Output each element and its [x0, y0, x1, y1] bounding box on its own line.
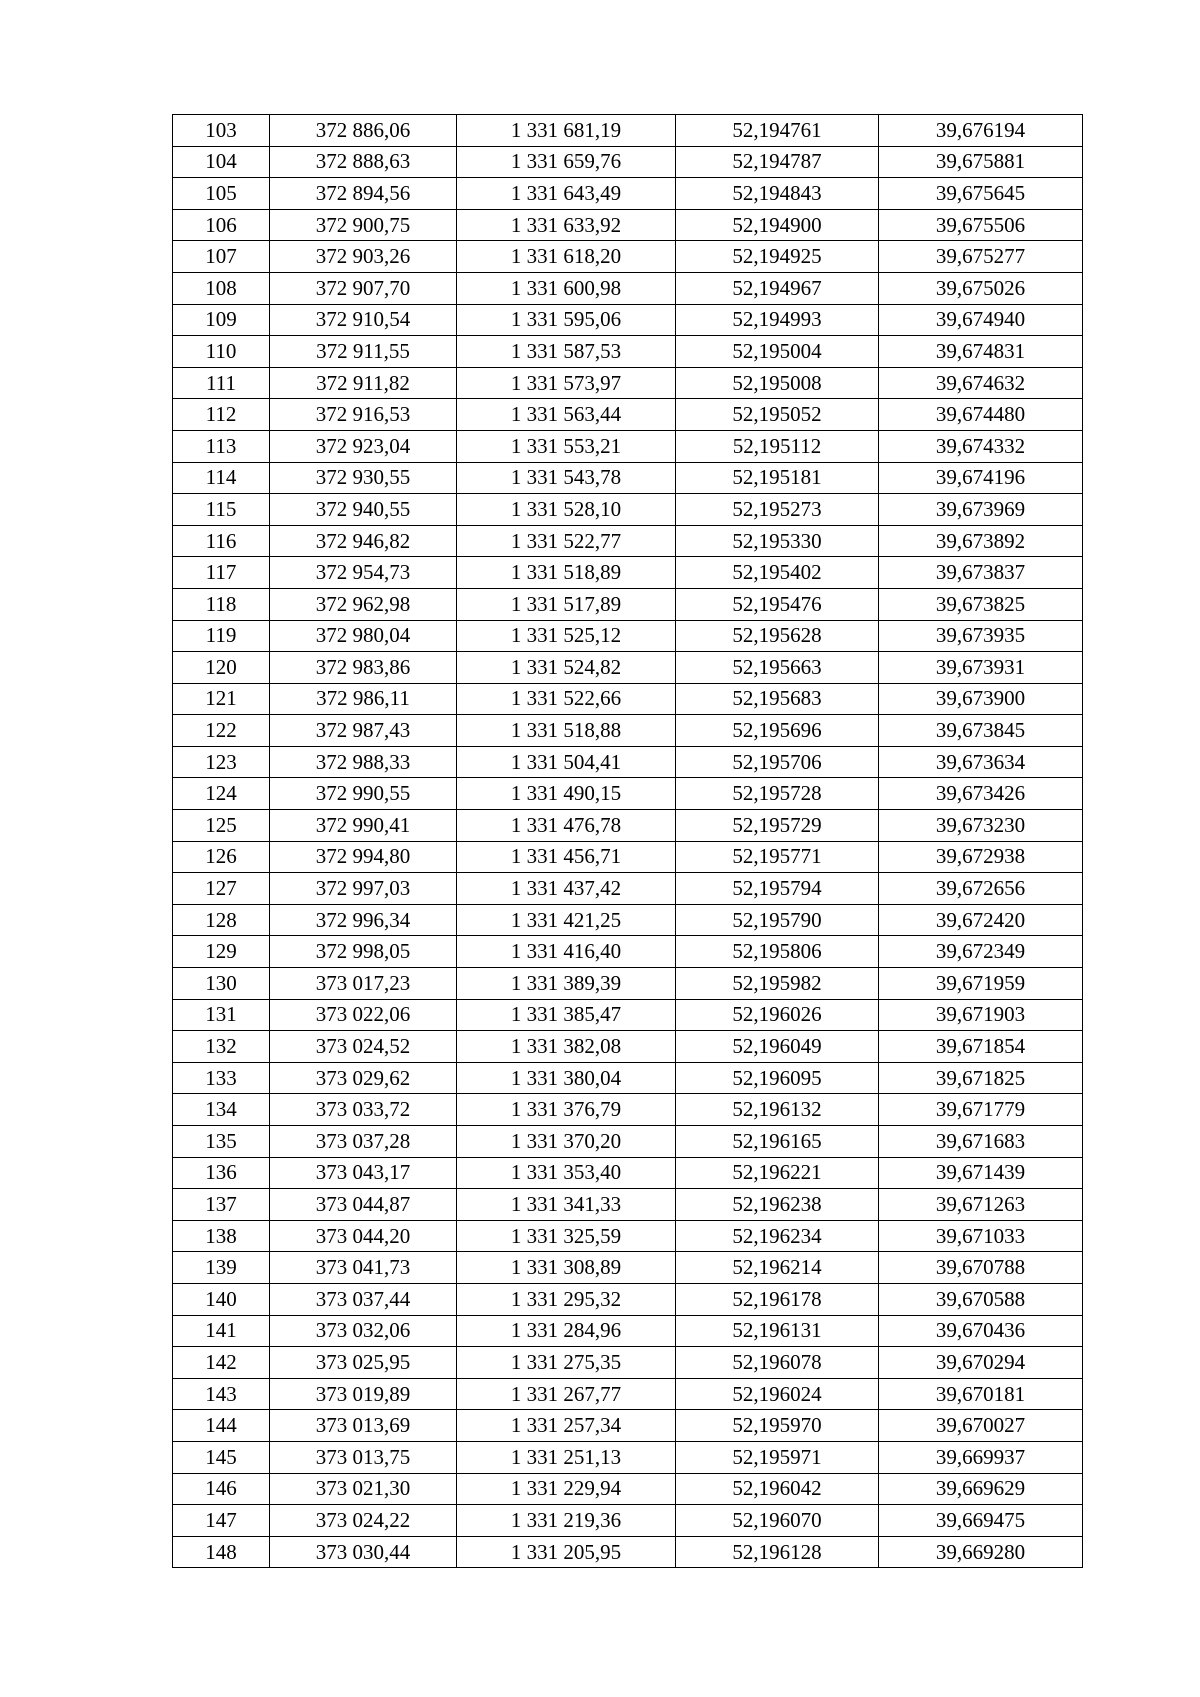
table-row	[173, 1347, 1083, 1379]
y-coordinate-cell: 1 331 517,89	[457, 588, 676, 620]
x-coordinate-cell: 373 030,44	[270, 1536, 457, 1568]
x-coordinate-cell: 372 894,56	[270, 178, 457, 210]
y-coordinate-cell: 1 331 267,77	[457, 1378, 676, 1410]
table-row	[173, 336, 1083, 368]
x-coordinate-cell: 372 888,63	[270, 146, 457, 178]
point-number-cell: 143	[173, 1378, 270, 1410]
x-coordinate-cell: 373 019,89	[270, 1378, 457, 1410]
table-row	[173, 810, 1083, 842]
longitude-cell: 39,671683	[879, 1126, 1083, 1158]
latitude-cell: 52,195112	[676, 430, 879, 462]
point-number-cell: 145	[173, 1441, 270, 1473]
table-row	[173, 178, 1083, 210]
latitude-cell: 52,196132	[676, 1094, 879, 1126]
longitude-cell: 39,671779	[879, 1094, 1083, 1126]
y-coordinate-cell: 1 331 504,41	[457, 746, 676, 778]
table-row	[173, 462, 1083, 494]
y-coordinate-cell: 1 331 382,08	[457, 1031, 676, 1063]
table-row	[173, 999, 1083, 1031]
point-number-cell: 140	[173, 1283, 270, 1315]
y-coordinate-cell: 1 331 421,25	[457, 904, 676, 936]
y-coordinate-cell: 1 331 659,76	[457, 146, 676, 178]
table-row	[173, 1536, 1083, 1568]
latitude-cell: 52,195771	[676, 841, 879, 873]
table-row	[173, 1094, 1083, 1126]
table-row	[173, 715, 1083, 747]
point-number-cell: 122	[173, 715, 270, 747]
y-coordinate-cell: 1 331 205,95	[457, 1536, 676, 1568]
latitude-cell: 52,195402	[676, 557, 879, 589]
table-row	[173, 399, 1083, 431]
latitude-cell: 52,195008	[676, 367, 879, 399]
table-row	[173, 1220, 1083, 1252]
x-coordinate-cell: 373 021,30	[270, 1473, 457, 1505]
x-coordinate-cell: 372 910,54	[270, 304, 457, 336]
latitude-cell: 52,195476	[676, 588, 879, 620]
latitude-cell: 52,196070	[676, 1505, 879, 1537]
table-row	[173, 652, 1083, 684]
point-number-cell: 111	[173, 367, 270, 399]
x-coordinate-cell: 373 029,62	[270, 1062, 457, 1094]
latitude-cell: 52,195683	[676, 683, 879, 715]
point-number-cell: 121	[173, 683, 270, 715]
point-number-cell: 129	[173, 936, 270, 968]
longitude-cell: 39,674940	[879, 304, 1083, 336]
table-row	[173, 936, 1083, 968]
longitude-cell: 39,673634	[879, 746, 1083, 778]
y-coordinate-cell: 1 331 389,39	[457, 968, 676, 1000]
point-number-cell: 104	[173, 146, 270, 178]
table-row	[173, 620, 1083, 652]
longitude-cell: 39,669475	[879, 1505, 1083, 1537]
point-number-cell: 133	[173, 1062, 270, 1094]
y-coordinate-cell: 1 331 341,33	[457, 1189, 676, 1221]
x-coordinate-cell: 373 022,06	[270, 999, 457, 1031]
longitude-cell: 39,674480	[879, 399, 1083, 431]
y-coordinate-cell: 1 331 522,77	[457, 525, 676, 557]
point-number-cell: 127	[173, 873, 270, 905]
table-row	[173, 683, 1083, 715]
longitude-cell: 39,673426	[879, 778, 1083, 810]
y-coordinate-cell: 1 331 456,71	[457, 841, 676, 873]
longitude-cell: 39,673837	[879, 557, 1083, 589]
point-number-cell: 134	[173, 1094, 270, 1126]
table-row	[173, 588, 1083, 620]
x-coordinate-cell: 372 980,04	[270, 620, 457, 652]
latitude-cell: 52,196131	[676, 1315, 879, 1347]
table-row	[173, 746, 1083, 778]
x-coordinate-cell: 372 907,70	[270, 272, 457, 304]
table-row	[173, 557, 1083, 589]
point-number-cell: 114	[173, 462, 270, 494]
latitude-cell: 52,195971	[676, 1441, 879, 1473]
point-number-cell: 112	[173, 399, 270, 431]
point-number-cell: 113	[173, 430, 270, 462]
x-coordinate-cell: 373 033,72	[270, 1094, 457, 1126]
y-coordinate-cell: 1 331 219,36	[457, 1505, 676, 1537]
table-row	[173, 1126, 1083, 1158]
y-coordinate-cell: 1 331 295,32	[457, 1283, 676, 1315]
latitude-cell: 52,196042	[676, 1473, 879, 1505]
x-coordinate-cell: 373 043,17	[270, 1157, 457, 1189]
x-coordinate-cell: 372 962,98	[270, 588, 457, 620]
point-number-cell: 125	[173, 810, 270, 842]
point-number-cell: 137	[173, 1189, 270, 1221]
latitude-cell: 52,196178	[676, 1283, 879, 1315]
latitude-cell: 52,195729	[676, 810, 879, 842]
point-number-cell: 103	[173, 115, 270, 147]
latitude-cell: 52,195982	[676, 968, 879, 1000]
latitude-cell: 52,196214	[676, 1252, 879, 1284]
y-coordinate-cell: 1 331 257,34	[457, 1410, 676, 1442]
latitude-cell: 52,195052	[676, 399, 879, 431]
table-row	[173, 494, 1083, 526]
x-coordinate-cell: 373 024,22	[270, 1505, 457, 1537]
x-coordinate-cell: 372 987,43	[270, 715, 457, 747]
point-number-cell: 128	[173, 904, 270, 936]
x-coordinate-cell: 372 923,04	[270, 430, 457, 462]
table-row	[173, 904, 1083, 936]
latitude-cell: 52,195728	[676, 778, 879, 810]
y-coordinate-cell: 1 331 681,19	[457, 115, 676, 147]
x-coordinate-cell: 372 990,55	[270, 778, 457, 810]
y-coordinate-cell: 1 331 522,66	[457, 683, 676, 715]
y-coordinate-cell: 1 331 380,04	[457, 1062, 676, 1094]
latitude-cell: 52,194993	[676, 304, 879, 336]
latitude-cell: 52,194900	[676, 209, 879, 241]
latitude-cell: 52,195806	[676, 936, 879, 968]
y-coordinate-cell: 1 331 633,92	[457, 209, 676, 241]
x-coordinate-cell: 372 900,75	[270, 209, 457, 241]
x-coordinate-cell: 373 017,23	[270, 968, 457, 1000]
y-coordinate-cell: 1 331 416,40	[457, 936, 676, 968]
y-coordinate-cell: 1 331 437,42	[457, 873, 676, 905]
y-coordinate-cell: 1 331 370,20	[457, 1126, 676, 1158]
latitude-cell: 52,194787	[676, 146, 879, 178]
x-coordinate-cell: 372 930,55	[270, 462, 457, 494]
x-coordinate-cell: 372 990,41	[270, 810, 457, 842]
y-coordinate-cell: 1 331 308,89	[457, 1252, 676, 1284]
x-coordinate-cell: 373 013,75	[270, 1441, 457, 1473]
longitude-cell: 39,669937	[879, 1441, 1083, 1473]
latitude-cell: 52,195790	[676, 904, 879, 936]
x-coordinate-cell: 372 988,33	[270, 746, 457, 778]
latitude-cell: 52,195004	[676, 336, 879, 368]
table-row	[173, 1283, 1083, 1315]
x-coordinate-cell: 372 903,26	[270, 241, 457, 273]
longitude-cell: 39,675277	[879, 241, 1083, 273]
y-coordinate-cell: 1 331 600,98	[457, 272, 676, 304]
y-coordinate-cell: 1 331 618,20	[457, 241, 676, 273]
longitude-cell: 39,671854	[879, 1031, 1083, 1063]
point-number-cell: 126	[173, 841, 270, 873]
point-number-cell: 136	[173, 1157, 270, 1189]
table-row	[173, 272, 1083, 304]
y-coordinate-cell: 1 331 595,06	[457, 304, 676, 336]
y-coordinate-cell: 1 331 476,78	[457, 810, 676, 842]
point-number-cell: 124	[173, 778, 270, 810]
longitude-cell: 39,672938	[879, 841, 1083, 873]
y-coordinate-cell: 1 331 376,79	[457, 1094, 676, 1126]
table-row	[173, 304, 1083, 336]
point-number-cell: 118	[173, 588, 270, 620]
longitude-cell: 39,669629	[879, 1473, 1083, 1505]
longitude-cell: 39,671033	[879, 1220, 1083, 1252]
point-number-cell: 132	[173, 1031, 270, 1063]
longitude-cell: 39,673935	[879, 620, 1083, 652]
latitude-cell: 52,196221	[676, 1157, 879, 1189]
longitude-cell: 39,672656	[879, 873, 1083, 905]
longitude-cell: 39,671959	[879, 968, 1083, 1000]
point-number-cell: 130	[173, 968, 270, 1000]
x-coordinate-cell: 372 986,11	[270, 683, 457, 715]
longitude-cell: 39,669280	[879, 1536, 1083, 1568]
x-coordinate-cell: 373 032,06	[270, 1315, 457, 1347]
longitude-cell: 39,673825	[879, 588, 1083, 620]
table-row	[173, 873, 1083, 905]
longitude-cell: 39,671439	[879, 1157, 1083, 1189]
latitude-cell: 52,194761	[676, 115, 879, 147]
table-row	[173, 968, 1083, 1000]
latitude-cell: 52,195696	[676, 715, 879, 747]
x-coordinate-cell: 372 983,86	[270, 652, 457, 684]
point-number-cell: 108	[173, 272, 270, 304]
y-coordinate-cell: 1 331 524,82	[457, 652, 676, 684]
point-number-cell: 135	[173, 1126, 270, 1158]
latitude-cell: 52,195794	[676, 873, 879, 905]
y-coordinate-cell: 1 331 528,10	[457, 494, 676, 526]
y-coordinate-cell: 1 331 518,89	[457, 557, 676, 589]
longitude-cell: 39,673845	[879, 715, 1083, 747]
longitude-cell: 39,674632	[879, 367, 1083, 399]
x-coordinate-cell: 373 041,73	[270, 1252, 457, 1284]
x-coordinate-cell: 372 911,55	[270, 336, 457, 368]
point-number-cell: 146	[173, 1473, 270, 1505]
x-coordinate-cell: 372 916,53	[270, 399, 457, 431]
latitude-cell: 52,196128	[676, 1536, 879, 1568]
x-coordinate-cell: 372 998,05	[270, 936, 457, 968]
longitude-cell: 39,670294	[879, 1347, 1083, 1379]
table-row	[173, 1441, 1083, 1473]
x-coordinate-cell: 372 994,80	[270, 841, 457, 873]
table-row	[173, 1252, 1083, 1284]
longitude-cell: 39,674831	[879, 336, 1083, 368]
x-coordinate-cell: 372 954,73	[270, 557, 457, 589]
latitude-cell: 52,195273	[676, 494, 879, 526]
y-coordinate-cell: 1 331 275,35	[457, 1347, 676, 1379]
latitude-cell: 52,195970	[676, 1410, 879, 1442]
longitude-cell: 39,672420	[879, 904, 1083, 936]
longitude-cell: 39,675881	[879, 146, 1083, 178]
point-number-cell: 131	[173, 999, 270, 1031]
y-coordinate-cell: 1 331 353,40	[457, 1157, 676, 1189]
point-number-cell: 120	[173, 652, 270, 684]
x-coordinate-cell: 372 996,34	[270, 904, 457, 936]
latitude-cell: 52,196165	[676, 1126, 879, 1158]
longitude-cell: 39,673900	[879, 683, 1083, 715]
longitude-cell: 39,670436	[879, 1315, 1083, 1347]
longitude-cell: 39,676194	[879, 115, 1083, 147]
longitude-cell: 39,671903	[879, 999, 1083, 1031]
longitude-cell: 39,671263	[879, 1189, 1083, 1221]
table-row	[173, 367, 1083, 399]
x-coordinate-cell: 372 911,82	[270, 367, 457, 399]
table-row	[173, 1505, 1083, 1537]
longitude-cell: 39,674332	[879, 430, 1083, 462]
point-number-cell: 117	[173, 557, 270, 589]
table-row	[173, 778, 1083, 810]
y-coordinate-cell: 1 331 543,78	[457, 462, 676, 494]
x-coordinate-cell: 372 997,03	[270, 873, 457, 905]
latitude-cell: 52,194925	[676, 241, 879, 273]
point-number-cell: 115	[173, 494, 270, 526]
point-number-cell: 138	[173, 1220, 270, 1252]
table-row	[173, 1315, 1083, 1347]
coordinates-table	[172, 114, 1083, 1568]
point-number-cell: 144	[173, 1410, 270, 1442]
latitude-cell: 52,196095	[676, 1062, 879, 1094]
longitude-cell: 39,675506	[879, 209, 1083, 241]
table-row	[173, 1031, 1083, 1063]
y-coordinate-cell: 1 331 563,44	[457, 399, 676, 431]
table-row	[173, 1473, 1083, 1505]
longitude-cell: 39,673931	[879, 652, 1083, 684]
point-number-cell: 123	[173, 746, 270, 778]
latitude-cell: 52,196234	[676, 1220, 879, 1252]
table-row	[173, 115, 1083, 147]
longitude-cell: 39,673969	[879, 494, 1083, 526]
y-coordinate-cell: 1 331 573,97	[457, 367, 676, 399]
latitude-cell: 52,195628	[676, 620, 879, 652]
table-row	[173, 1062, 1083, 1094]
table-row	[173, 241, 1083, 273]
latitude-cell: 52,196026	[676, 999, 879, 1031]
x-coordinate-cell: 373 025,95	[270, 1347, 457, 1379]
x-coordinate-cell: 372 946,82	[270, 525, 457, 557]
coordinates-table-body	[173, 115, 1083, 1568]
table-row	[173, 525, 1083, 557]
table-row	[173, 209, 1083, 241]
y-coordinate-cell: 1 331 553,21	[457, 430, 676, 462]
latitude-cell: 52,196078	[676, 1347, 879, 1379]
longitude-cell: 39,675645	[879, 178, 1083, 210]
latitude-cell: 52,194843	[676, 178, 879, 210]
x-coordinate-cell: 372 940,55	[270, 494, 457, 526]
latitude-cell: 52,195706	[676, 746, 879, 778]
latitude-cell: 52,194967	[676, 272, 879, 304]
y-coordinate-cell: 1 331 525,12	[457, 620, 676, 652]
longitude-cell: 39,672349	[879, 936, 1083, 968]
longitude-cell: 39,671825	[879, 1062, 1083, 1094]
y-coordinate-cell: 1 331 229,94	[457, 1473, 676, 1505]
point-number-cell: 141	[173, 1315, 270, 1347]
longitude-cell: 39,670181	[879, 1378, 1083, 1410]
point-number-cell: 106	[173, 209, 270, 241]
longitude-cell: 39,674196	[879, 462, 1083, 494]
x-coordinate-cell: 373 044,20	[270, 1220, 457, 1252]
table-row	[173, 430, 1083, 462]
point-number-cell: 107	[173, 241, 270, 273]
point-number-cell: 109	[173, 304, 270, 336]
x-coordinate-cell: 373 044,87	[270, 1189, 457, 1221]
longitude-cell: 39,670588	[879, 1283, 1083, 1315]
latitude-cell: 52,196049	[676, 1031, 879, 1063]
latitude-cell: 52,195663	[676, 652, 879, 684]
y-coordinate-cell: 1 331 490,15	[457, 778, 676, 810]
latitude-cell: 52,196238	[676, 1189, 879, 1221]
point-number-cell: 139	[173, 1252, 270, 1284]
latitude-cell: 52,195330	[676, 525, 879, 557]
y-coordinate-cell: 1 331 284,96	[457, 1315, 676, 1347]
table-row	[173, 1378, 1083, 1410]
x-coordinate-cell: 373 037,44	[270, 1283, 457, 1315]
point-number-cell: 147	[173, 1505, 270, 1537]
table-row	[173, 146, 1083, 178]
point-number-cell: 148	[173, 1536, 270, 1568]
longitude-cell: 39,673892	[879, 525, 1083, 557]
longitude-cell: 39,670027	[879, 1410, 1083, 1442]
x-coordinate-cell: 373 013,69	[270, 1410, 457, 1442]
point-number-cell: 119	[173, 620, 270, 652]
y-coordinate-cell: 1 331 518,88	[457, 715, 676, 747]
y-coordinate-cell: 1 331 251,13	[457, 1441, 676, 1473]
y-coordinate-cell: 1 331 325,59	[457, 1220, 676, 1252]
table-row	[173, 1189, 1083, 1221]
y-coordinate-cell: 1 331 587,53	[457, 336, 676, 368]
point-number-cell: 110	[173, 336, 270, 368]
y-coordinate-cell: 1 331 643,49	[457, 178, 676, 210]
longitude-cell: 39,670788	[879, 1252, 1083, 1284]
point-number-cell: 105	[173, 178, 270, 210]
latitude-cell: 52,196024	[676, 1378, 879, 1410]
x-coordinate-cell: 373 037,28	[270, 1126, 457, 1158]
x-coordinate-cell: 373 024,52	[270, 1031, 457, 1063]
table-row	[173, 1410, 1083, 1442]
latitude-cell: 52,195181	[676, 462, 879, 494]
point-number-cell: 142	[173, 1347, 270, 1379]
table-row	[173, 841, 1083, 873]
x-coordinate-cell: 372 886,06	[270, 115, 457, 147]
point-number-cell: 116	[173, 525, 270, 557]
longitude-cell: 39,673230	[879, 810, 1083, 842]
y-coordinate-cell: 1 331 385,47	[457, 999, 676, 1031]
longitude-cell: 39,675026	[879, 272, 1083, 304]
table-row	[173, 1157, 1083, 1189]
